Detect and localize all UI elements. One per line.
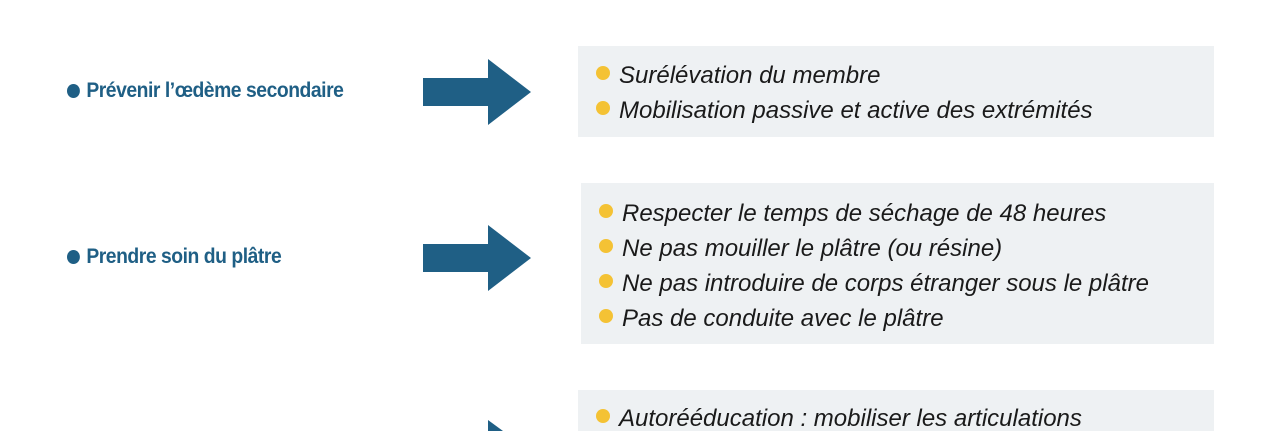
- list-item-text: Respecter le temps de séchage de 48 heures: [622, 199, 1107, 227]
- bullet-dot-icon: [599, 239, 613, 253]
- bullet-dot-icon: [596, 66, 610, 80]
- actions-box: [578, 46, 1214, 137]
- goal-label: [67, 245, 281, 269]
- list-item: [599, 231, 1214, 266]
- goal-label: [67, 79, 343, 103]
- bullet-dot-icon: [67, 250, 80, 264]
- arrow-right-icon: [423, 225, 531, 291]
- list-item: [596, 93, 1214, 128]
- actions-box: [578, 390, 1214, 431]
- list-item: [599, 301, 1214, 336]
- bullet-dot-icon: [67, 84, 80, 98]
- goal-label-text: Prévenir l’œdème secondaire: [86, 79, 344, 102]
- bullet-dot-icon: [596, 409, 610, 423]
- list-item-text: Mobilisation passive et active des extrémités: [619, 96, 1093, 124]
- list-item-text: Pas de conduite avec le plâtre: [622, 304, 944, 332]
- list-item-text: Surélévation du membre: [619, 61, 881, 89]
- bullet-dot-icon: [599, 309, 613, 323]
- list-item-text: Ne pas introduire de corps étranger sous le plâtre: [622, 269, 1149, 297]
- bullet-dot-icon: [599, 204, 613, 218]
- list-item: [596, 401, 1214, 431]
- arrow-right-icon: [423, 420, 531, 431]
- list-item: [599, 266, 1214, 301]
- list-item: [596, 58, 1214, 93]
- arrow-right-icon: [423, 59, 531, 125]
- list-item: [599, 196, 1214, 231]
- bullet-dot-icon: [599, 274, 613, 288]
- bullet-dot-icon: [596, 101, 610, 115]
- list-item-text: Autorééducation : mobiliser les articulations: [619, 404, 1082, 431]
- actions-box: [581, 183, 1214, 344]
- list-item-text: Ne pas mouiller le plâtre (ou résine): [622, 234, 1003, 262]
- goal-label-text: Prendre soin du plâtre: [86, 245, 282, 268]
